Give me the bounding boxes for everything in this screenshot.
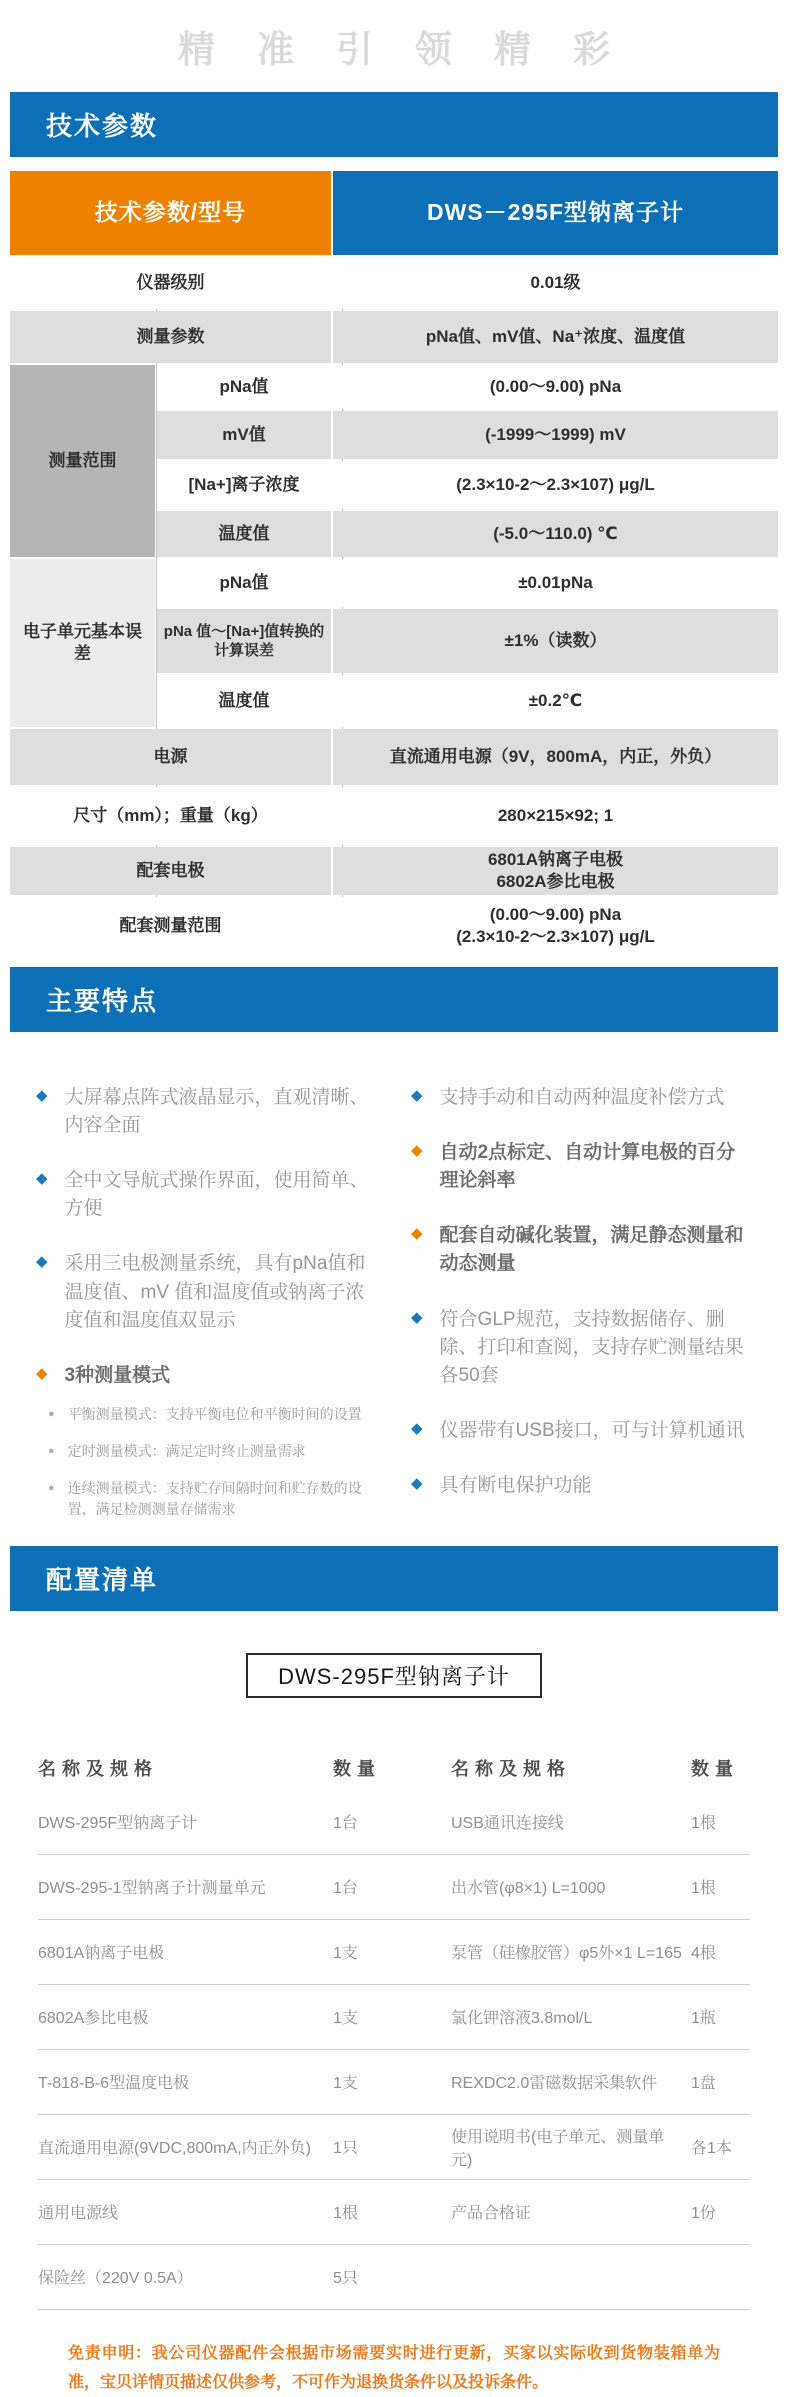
config-item-name: 氯化钾溶液3.8mol/L bbox=[451, 2010, 593, 2028]
section-title: 技术参数 bbox=[46, 111, 159, 141]
feature-text: 仪器带有USB接口，可与计算机通讯 bbox=[439, 1419, 745, 1441]
config-row bbox=[38, 2115, 750, 2180]
diamond-bullet-icon: ◆ bbox=[36, 1087, 48, 1104]
feature-text: 配套自动碱化装置，满足静态测量和动态测量 bbox=[439, 1225, 744, 1275]
config-col-header: 名称及规格 bbox=[38, 1758, 158, 1779]
config-item-qty bbox=[691, 2271, 750, 2283]
config-row bbox=[38, 2050, 750, 2115]
config-item-name: 泵管（硅橡胶管）φ5外×1 L=165 bbox=[451, 1945, 682, 1963]
config-row bbox=[38, 1985, 750, 2050]
section-header-config-list bbox=[10, 1546, 778, 1611]
spec-sublabel: [Na+]离子浓度 bbox=[157, 461, 331, 509]
spec-value: (-1999～1999) mV bbox=[333, 411, 778, 459]
spec-value: (0.00～9.00) pNa bbox=[333, 365, 778, 409]
spec-value-line: (0.00～9.00) pNa bbox=[489, 904, 622, 924]
feature-text: 符合GLP规范，支持数据储存、删除、打印和查阅，支持存贮测量结果各50套 bbox=[439, 1308, 744, 1386]
diamond-bullet-icon: ◆ bbox=[411, 1142, 423, 1160]
config-item-qty: 1根 bbox=[691, 1880, 716, 1898]
tech-spec-table bbox=[10, 171, 778, 955]
diamond-bullet-icon: ◆ bbox=[36, 1170, 48, 1188]
dot-bullet-icon: ● bbox=[48, 1444, 55, 1457]
spec-label: 测量参数 bbox=[10, 311, 331, 363]
config-row bbox=[38, 1920, 750, 1985]
config-item-qty: 1盘 bbox=[691, 2075, 716, 2093]
watermark-slogan: 精准引领精彩 bbox=[178, 29, 652, 70]
config-table bbox=[38, 1746, 750, 2310]
feature-text: 支持手动和自动两种温度补偿方式 bbox=[439, 1087, 725, 1108]
config-item-qty: 4根 bbox=[691, 1945, 716, 1963]
spec-sublabel: pNa值 bbox=[157, 559, 331, 607]
spec-value: 直流通用电源（9V，800mA，内正，外负） bbox=[333, 729, 778, 785]
config-item-name: 通用电源线 bbox=[38, 2205, 119, 2223]
config-item-qty: 5只 bbox=[333, 2270, 358, 2288]
spec-value: pNa值、mV值、Na⁺浓度、温度值 bbox=[333, 311, 778, 363]
spec-value: 280×215×92; 1 bbox=[333, 787, 778, 845]
section-title: 配置清单 bbox=[46, 1564, 159, 1595]
disclaimer-text: 免责申明：我公司仪器配件会根据市场需要实时进行更新，买家以实际收到货物装箱单为准，宝贝详情页描述仅供参考，不可作为退换货条件以及投诉条件。 bbox=[68, 2344, 720, 2391]
config-col-header: 数量 bbox=[333, 1758, 381, 1779]
config-col-header: 名称及规格 bbox=[451, 1758, 571, 1779]
feature-subitem bbox=[48, 1404, 377, 1425]
feature-text: 3种测量模式 bbox=[64, 1364, 171, 1386]
spec-value bbox=[333, 897, 778, 955]
spec-value bbox=[333, 847, 778, 895]
spec-label: 配套测量范围 bbox=[10, 897, 331, 955]
spec-value: ±1%（读数） bbox=[333, 609, 778, 673]
spec-sublabel: 温度值 bbox=[157, 511, 331, 557]
config-row bbox=[38, 2245, 750, 2310]
section-title: 主要特点 bbox=[46, 986, 159, 1016]
config-item-qty: 1根 bbox=[333, 2205, 358, 2223]
spec-label: 配套电极 bbox=[10, 847, 331, 895]
config-item-name: 6802A参比电极 bbox=[38, 2010, 149, 2028]
config-row bbox=[38, 2180, 750, 2245]
diamond-bullet-icon: ◆ bbox=[411, 1474, 423, 1492]
config-item-qty: 1支 bbox=[333, 2075, 358, 2093]
config-item-name: USB通讯连接线 bbox=[451, 1815, 564, 1833]
feature-item bbox=[411, 1417, 752, 1445]
feature-text: 具有断电保护功能 bbox=[439, 1474, 592, 1496]
feature-text: 采用三电极测量系统，具有pNa值和温度值、mV 值和温度值或钠离子浓度值和温度值双显示 bbox=[64, 1253, 366, 1331]
spec-label: 仪器级别 bbox=[10, 257, 331, 309]
feature-subtext: 定时测量模式：满足定时终止测量需求 bbox=[67, 1442, 306, 1459]
config-item-qty: 1台 bbox=[333, 1880, 358, 1898]
features-left-column bbox=[36, 1084, 377, 1536]
feature-item bbox=[411, 1139, 752, 1195]
spec-value: ±0.2℃ bbox=[333, 675, 778, 727]
feature-text: 大屏幕点阵式液晶显示，直观清晰、内容全面 bbox=[64, 1087, 369, 1137]
config-item-name: 6801A钠离子电极 bbox=[38, 1945, 165, 1963]
diamond-bullet-icon: ◆ bbox=[411, 1308, 423, 1326]
spec-value: ±0.01pNa bbox=[333, 559, 778, 607]
config-item-name: 出水管(φ8×1) L=1000 bbox=[451, 1880, 606, 1898]
feature-subtext: 平衡测量模式：支持平衡电位和平衡时间的设置 bbox=[67, 1405, 362, 1422]
config-item-name: T-818-B-6型温度电极 bbox=[38, 2075, 190, 2093]
config-item-qty: 1只 bbox=[333, 2140, 358, 2158]
config-item-qty: 1支 bbox=[333, 1945, 358, 1963]
tech-table-header-model: DWS－295F型钠离子计 bbox=[333, 171, 778, 255]
feature-subtext: 连续测量模式：支持贮存间隔时间和贮存数的设置，满足检测测量存储需求 bbox=[67, 1479, 362, 1517]
config-item-name: 产品合格证 bbox=[451, 2205, 532, 2223]
config-item-name: 直流通用电源(9VDC,800mA,内正外负) bbox=[38, 2140, 311, 2158]
feature-item bbox=[36, 1362, 377, 1390]
dot-bullet-icon: ● bbox=[48, 1481, 55, 1494]
spec-value: (2.3×10-2～2.3×107) μg/L bbox=[333, 461, 778, 509]
feature-item bbox=[36, 1167, 377, 1223]
feature-subitem bbox=[48, 1441, 377, 1462]
feature-text: 全中文导航式操作界面，使用简单、方便 bbox=[64, 1170, 369, 1220]
section-header-features bbox=[10, 967, 778, 1032]
config-item-qty: 各1本 bbox=[691, 2140, 732, 2158]
spec-label: 电源 bbox=[10, 729, 331, 785]
config-item-qty: 1份 bbox=[691, 2205, 716, 2223]
spec-sublabel: 温度值 bbox=[157, 675, 331, 727]
diamond-bullet-icon: ◆ bbox=[411, 1419, 423, 1437]
config-row bbox=[38, 1855, 750, 1920]
config-item-name: 使用说明书(电子单元、测量单元) bbox=[451, 2128, 665, 2169]
config-model-box: DWS-295F型钠离子计 bbox=[246, 1653, 542, 1698]
feature-item bbox=[36, 1250, 377, 1334]
spec-value: (-5.0～110.0) ℃ bbox=[333, 511, 778, 557]
spec-value: 0.01级 bbox=[333, 257, 778, 309]
spec-sublabel: pNa 值～[Na+]值转换的计算误差 bbox=[157, 609, 331, 673]
config-item-qty: 1根 bbox=[691, 1815, 716, 1833]
config-item-name: DWS-295F型钠离子计 bbox=[38, 1815, 198, 1833]
spec-sublabel: pNa值 bbox=[157, 365, 331, 409]
feature-text: 自动2点标定、自动计算电极的百分理论斜率 bbox=[439, 1142, 736, 1192]
spec-value-line: 6802A参比电极 bbox=[496, 872, 615, 891]
spec-group-label-error: 电子单元基本误差 bbox=[10, 559, 155, 727]
config-item-qty: 1支 bbox=[333, 2010, 358, 2028]
spec-value-line: 6801A钠离子电极 bbox=[487, 849, 624, 869]
feature-item bbox=[36, 1084, 377, 1140]
spec-value-line: (2.3×10-2～2.3×107) μg/L bbox=[456, 927, 655, 946]
diamond-bullet-icon: ◆ bbox=[411, 1225, 423, 1243]
config-item-name bbox=[451, 2271, 691, 2283]
config-item-name: 保险丝（220V 0.5A） bbox=[38, 2270, 193, 2288]
features-right-column bbox=[411, 1084, 752, 1536]
config-item-qty: 1瓶 bbox=[691, 2010, 716, 2028]
spec-label: 尺寸（mm）；重量（kg） bbox=[10, 787, 331, 845]
diamond-bullet-icon: ◆ bbox=[411, 1087, 423, 1104]
spec-group-label-range: 测量范围 bbox=[10, 365, 155, 557]
feature-sublist bbox=[48, 1404, 377, 1520]
dot-bullet-icon: ● bbox=[48, 1407, 55, 1420]
feature-item bbox=[411, 1084, 752, 1112]
feature-item bbox=[411, 1222, 752, 1278]
config-col-header: 数量 bbox=[691, 1758, 739, 1779]
config-item-name: REXDC2.0雷磁数据采集软件 bbox=[451, 2075, 658, 2093]
config-row bbox=[38, 1790, 750, 1855]
feature-item bbox=[411, 1306, 752, 1390]
config-item-qty: 1台 bbox=[333, 1815, 358, 1833]
spec-sublabel: mV值 bbox=[157, 411, 331, 459]
features-list bbox=[0, 1032, 788, 1546]
config-item-name: DWS-295-1型钠离子计测量单元 bbox=[38, 1880, 266, 1898]
config-table-header bbox=[38, 1746, 750, 1790]
tech-table-header-label: 技术参数/型号 bbox=[10, 171, 331, 255]
feature-item bbox=[411, 1472, 752, 1500]
section-header-tech-params bbox=[10, 92, 778, 157]
feature-subitem bbox=[48, 1478, 377, 1520]
diamond-bullet-icon: ◆ bbox=[36, 1253, 48, 1271]
diamond-bullet-icon: ◆ bbox=[36, 1364, 48, 1382]
